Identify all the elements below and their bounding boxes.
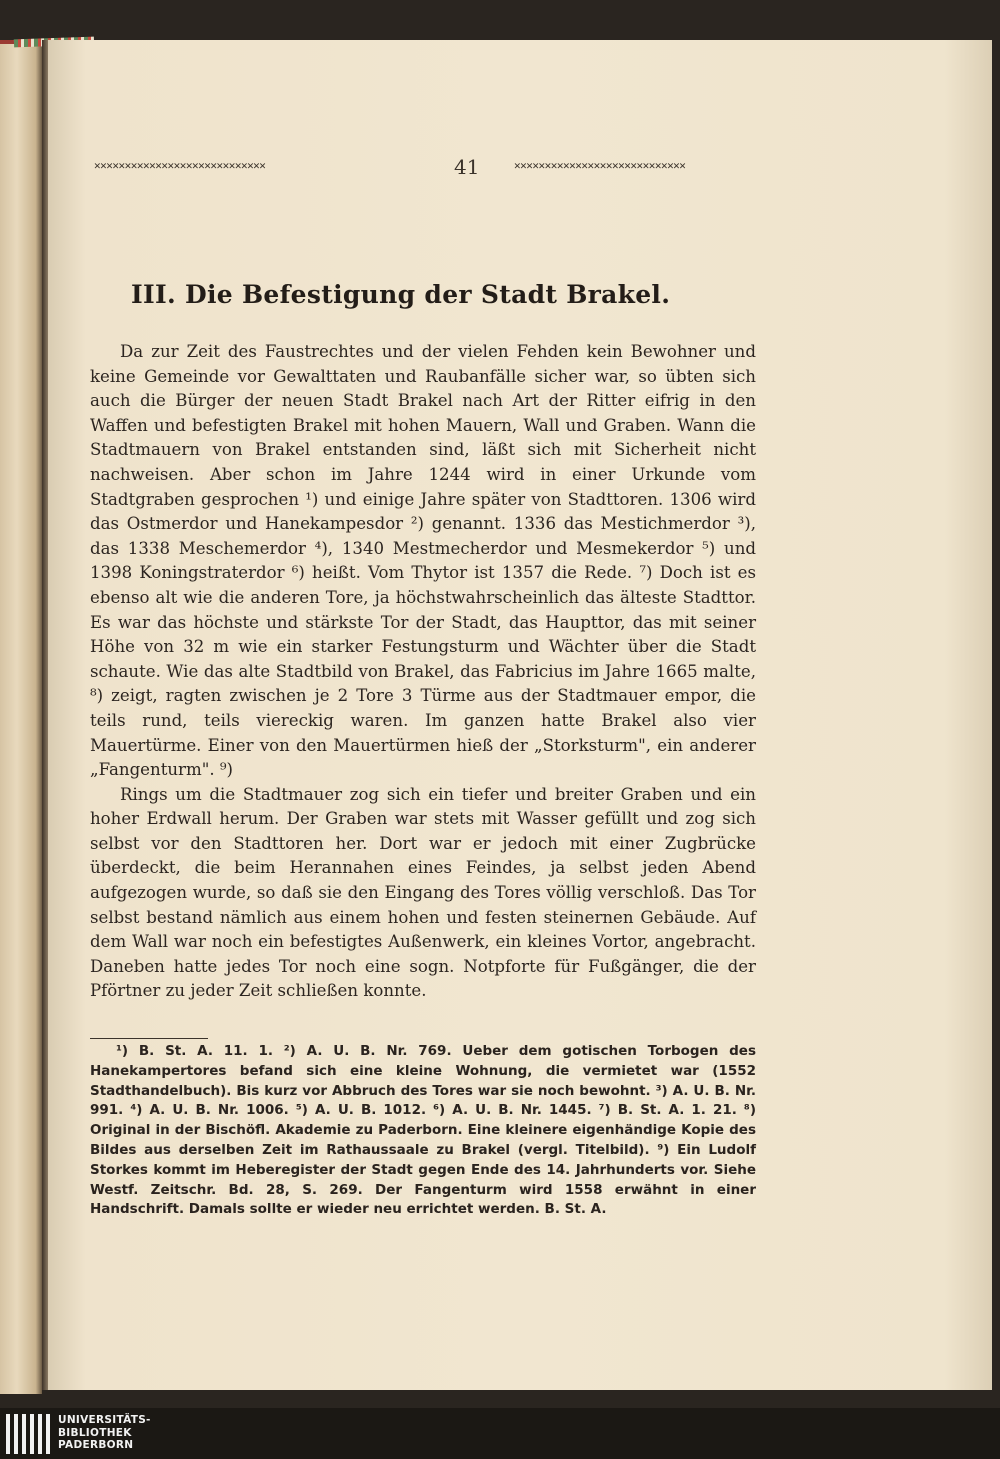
library-name-line: BIBLIOTHEK xyxy=(58,1426,132,1439)
left-page-edge xyxy=(0,40,42,1394)
library-name-line: PADERBORN xyxy=(58,1439,134,1451)
library-footer xyxy=(0,1408,1000,1459)
footnote-text: ¹) B. St. A. 11. 1. ²) A. U. B. Nr. 769. Ueber dem gotischen Torbogen des Hanekampertores befand sich eine kleine Wohnung, die vermietet war (1552 Stadthandelbuch). Bis kurz vor Abbruch des Tores war sie noch bewohnt. ³) A. U. B. Nr. 991. ⁴) A. U. B. Nr. 1006. ⁵) A. U. B. 1012. ⁶) A. U. B. Nr. 1445. ⁷) B. St. A. 1. 21. ⁸) Original in der Bischöfl. Akademie zu Paderborn. Eine kleinere eigenhändige Kopie des Bildes aus derselben Zeit im Rathaussaale zu Brakel (vergl. Titelbild). ⁹) Ein Ludolf Storkes kommt im Heberegister der Stadt gegen Ende des 14. Jahrhunderts vor. Siehe Westf. Zeitschr. Bd. 28, S. 269. Der Fangenturm wird 1558 erwähnt in einer Handschrift. Damals sollte er wieder neu errichtet werden. B. St. A. xyxy=(90,1043,756,1218)
running-head xyxy=(94,155,794,179)
book-page xyxy=(48,40,992,1390)
footnote-divider xyxy=(90,1038,208,1039)
page-number: 41 xyxy=(454,155,480,179)
chapter-title: III. Die Befestigung der Stadt Brakel. xyxy=(131,280,671,309)
paragraph: Da zur Zeit des Faustrechtes und der vielen Fehden kein Bewohner und keine Gemeinde vor Gewalttaten und Raubanfälle sicher war, so übten sich auch die Bürger der neuen Stadt Brakel nach Art der Ritter eifrig in den Waffen und befestigten Brakel mit hohen Mauern, Wall und Graben. Wann die Stadtmauern von Brakel entstanden sind, läßt sich mit Sicherheit nicht nachweisen. Aber schon im Jahre 1244 wird in einer Urkunde vom Stadtgraben gesprochen ¹) und einige Jahre später von Stadttoren. 1306 wird das Ostmerdor und Hanekampesdor ²) genannt. 1336 das Mestichmerdor ³), das 1338 Meschemerdor ⁴), 1340 Mestmecherdor und Mesmekerdor ⁵) und 1398 Koningstraterdor ⁶) heißt. Vom Thytor ist 1357 die Rede. ⁷) Doch ist es ebenso alt wie die anderen Tore, ja höchstwahrscheinlich das älteste Stadttor. Es war das höchste und stärkste Tor der Stadt, das Haupttor, das mit seiner Höhe von 32 m wie ein starker Festungsturm und Wächter über die Stadt schaute. Wie das alte Stadtbild von Brakel, das Fabricius im Jahre 1665 malte, ⁸) zeigt, ragten zwischen je 2 Tore 3 Türme aus der Stadtmauer empor, die teils rund, teils viereckig waren. Im ganzen hatte Brakel also vier Mauertürme. Einer von den Mauertürmen hieß der „Storksturm", ein anderer „Fangenturm". ⁹) xyxy=(90,342,756,780)
library-name[interactable] xyxy=(58,1414,208,1452)
ornament-right: ✕✕✕✕✕✕✕✕✕✕✕✕✕✕✕✕✕✕✕✕✕✕✕✕✕✕✕✕ xyxy=(514,159,686,172)
library-logo-icon xyxy=(6,1414,50,1454)
ornament-left: ✕✕✕✕✕✕✕✕✕✕✕✕✕✕✕✕✕✕✕✕✕✕✕✕✕✕✕✕ xyxy=(94,159,266,172)
library-name-line: UNIVERSITÄTS- xyxy=(58,1414,151,1426)
footnotes xyxy=(90,1042,756,1220)
paragraph: Rings um die Stadtmauer zog sich ein tiefer und breiter Graben und ein hoher Erdwall herum. Der Graben war stets mit Wasser gefüllt und zog sich selbst vor den Stadttoren her. Dort war er jedoch mit einer Zugbrücke überdeckt, die beim Herannahen eines Feindes, ja selbst jeden Abend aufgezogen wurde, so daß sie den Eingang des Tores völlig verschloß. Das Tor selbst bestand nämlich aus einem hohen und festen steinernen Gebäude. Auf dem Wall war noch ein befestigtes Außenwerk, ein kleines Vortor, angebracht. Daneben hatte jedes Tor noch eine sogn. Notpforte für Fußgänger, die der Pförtner zu jeder Zeit schließen konnte. xyxy=(90,784,756,1001)
body-text xyxy=(90,340,756,1004)
